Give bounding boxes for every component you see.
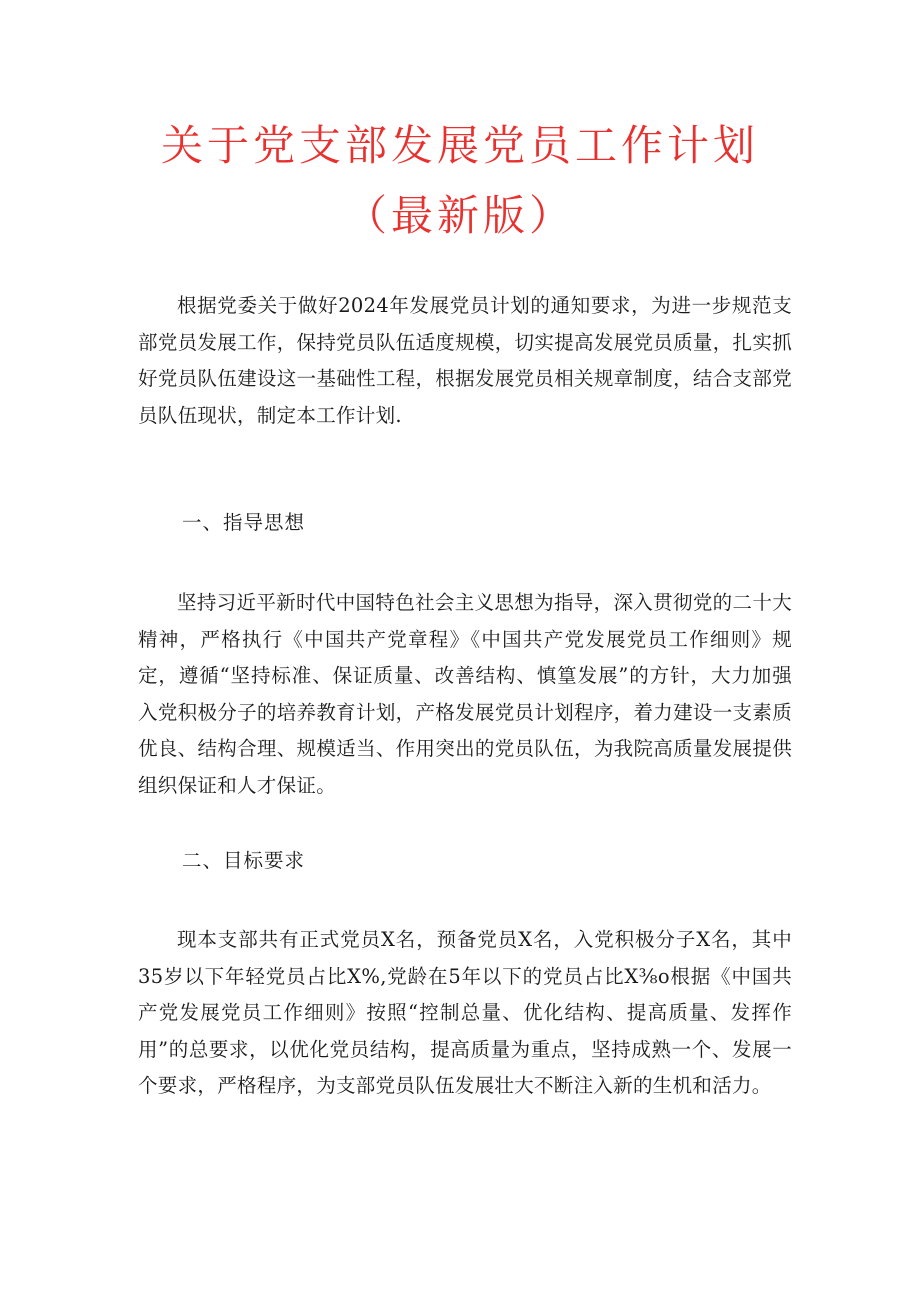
guiding-thought-paragraph: 坚持习近平新时代中国特色社会主义思想为指导，深入贯彻党的二十大精神，严格执行《中国共产党章程》《中国共产党发展党员工作细则》规定，遵循“坚持标准、保证质量、改善结构、慎篁发展”的方针，大力加强入党积极分子的培养教育计划，产格发展党员计划程序，着力建设一支素质优良、结构合理、规模适当、作用突出的党员队伍，为我院高质量发展提供组织保证和人才保证。 [138,591,792,797]
section-heading-guiding-thought: 一、指导思想 [182,511,306,534]
section-heading-goals: 二、目标要求 [182,849,306,872]
intro-paragraph: 根据党委关于做好2024年发展党员计划的通知要求，为进一步规范支部党员发展工作，保持党员队伍适度规模，切实提高发展党员质量，扎实抓好党员队伍建设这一基础性工程，根据发展党员相关规章制度，结合支部党员队伍现状，制定本工作计划. [138,294,792,427]
document-subtitle: （最新版） [344,191,575,240]
goals-paragraph: 现本支部共有正式党员X名，预备党员X名，入党积极分子X名，其中35岁以下年轻党员占比X%,党龄在5年以下的党员占比X⅜o根据《中国共产党发展党员工作细则》按照“控制总量、优化结构、提高质量、发挥作用”的总要求，以优化党员结构，提高质量为重点，坚持成熟一个、发展一个要求，严格程序，为支部党员队伍发展壮大不断注入新的生机和活力。 [138,928,792,1098]
document-title: 关于党支部发展党员工作计划 [160,121,759,170]
